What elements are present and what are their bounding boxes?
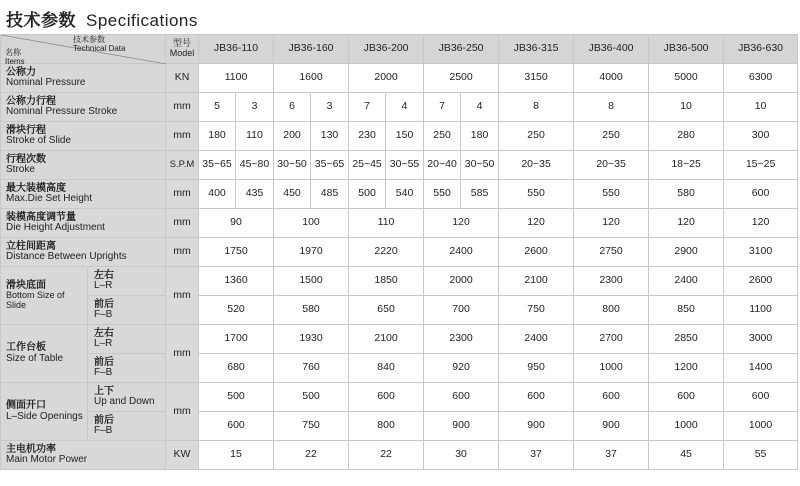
value-cell: 550 bbox=[574, 180, 649, 209]
unit-cell: mm bbox=[166, 238, 199, 267]
unit-cell: mm bbox=[166, 122, 199, 151]
value-cell: 250 bbox=[424, 122, 461, 151]
value-cell: 6 bbox=[274, 93, 311, 122]
value-cell: 20~35 bbox=[574, 151, 649, 180]
spec-table bbox=[0, 34, 798, 470]
value-cell: 580 bbox=[649, 180, 724, 209]
sub-label-zh: 前后 bbox=[94, 414, 114, 426]
sub-label bbox=[88, 296, 166, 325]
value-cell: 2100 bbox=[499, 267, 574, 296]
label-zh: 公称力 bbox=[6, 66, 36, 78]
row-die-height bbox=[1, 180, 798, 209]
label-en: Stroke bbox=[6, 164, 35, 175]
value-cell: 8 bbox=[499, 93, 574, 122]
label-en: Stroke of Slide bbox=[6, 135, 72, 146]
row-label bbox=[1, 180, 166, 209]
title-zh: 技术参数 bbox=[6, 11, 76, 31]
value-cell: 2220 bbox=[349, 238, 424, 267]
value-cell: 1100 bbox=[199, 64, 274, 93]
value-cell: 650 bbox=[349, 296, 424, 325]
value-cell: 400 bbox=[199, 180, 236, 209]
value-cell: 35~65 bbox=[199, 151, 236, 180]
value-cell: 600 bbox=[349, 383, 424, 412]
value-cell: 2300 bbox=[424, 325, 499, 354]
sub-label-en: L–R bbox=[94, 280, 113, 291]
sub-label-zh: 左右 bbox=[94, 327, 114, 339]
value-cell: 10 bbox=[724, 93, 798, 122]
value-cell: 110 bbox=[236, 122, 274, 151]
sub-label bbox=[88, 267, 166, 296]
row-uprights bbox=[1, 238, 798, 267]
value-cell: 2600 bbox=[499, 238, 574, 267]
value-cell: 850 bbox=[649, 296, 724, 325]
value-cell: 10 bbox=[649, 93, 724, 122]
value-cell: 2400 bbox=[499, 325, 574, 354]
value-cell: 680 bbox=[199, 354, 274, 383]
label-en: L–Side Openings bbox=[6, 410, 83, 422]
value-cell: 500 bbox=[274, 383, 349, 412]
value-cell: 600 bbox=[724, 180, 798, 209]
header-name-en: Items bbox=[5, 57, 25, 66]
value-cell: 600 bbox=[424, 383, 499, 412]
value-cell: 485 bbox=[311, 180, 349, 209]
sub-label-zh: 前后 bbox=[94, 298, 114, 310]
value-cell: 540 bbox=[386, 180, 424, 209]
model-header: JB36-400 bbox=[574, 35, 649, 64]
sub-label-en: F–B bbox=[94, 425, 113, 436]
model-header: JB36-200 bbox=[349, 35, 424, 64]
page-title bbox=[6, 6, 198, 31]
value-cell: 600 bbox=[499, 383, 574, 412]
value-cell: 1600 bbox=[274, 64, 349, 93]
row-nominal-stroke bbox=[1, 93, 798, 122]
row-label bbox=[1, 267, 88, 325]
sub-label bbox=[88, 325, 166, 354]
label-en: Max.Die Set Height bbox=[6, 193, 93, 204]
sub-label-zh: 前后 bbox=[94, 356, 114, 368]
value-cell: 250 bbox=[499, 122, 574, 151]
value-cell: 1000 bbox=[649, 412, 724, 441]
value-cell: 1200 bbox=[649, 354, 724, 383]
value-cell: 37 bbox=[499, 441, 574, 470]
value-cell: 2400 bbox=[424, 238, 499, 267]
value-cell: 300 bbox=[724, 122, 798, 151]
value-cell: 180 bbox=[199, 122, 236, 151]
header-corner bbox=[1, 35, 166, 64]
value-cell: 55 bbox=[724, 441, 798, 470]
value-cell: 800 bbox=[574, 296, 649, 325]
row-strokes bbox=[1, 151, 798, 180]
row-side-openings-ud bbox=[1, 383, 798, 412]
value-cell: 520 bbox=[199, 296, 274, 325]
header-model-zh: 型号 bbox=[172, 38, 191, 49]
unit-cell: mm bbox=[166, 267, 199, 325]
sub-label bbox=[88, 383, 166, 412]
value-cell: 4000 bbox=[574, 64, 649, 93]
value-cell: 2700 bbox=[574, 325, 649, 354]
value-cell: 1970 bbox=[274, 238, 349, 267]
label-en: Main Motor Power bbox=[6, 454, 88, 465]
value-cell: 550 bbox=[499, 180, 574, 209]
value-cell: 110 bbox=[349, 209, 424, 238]
label-zh: 滑块行程 bbox=[6, 124, 46, 136]
value-cell: 5000 bbox=[649, 64, 724, 93]
value-cell: 35~65 bbox=[311, 151, 349, 180]
sub-label bbox=[88, 412, 166, 441]
model-header: JB36-315 bbox=[499, 35, 574, 64]
row-table-fb bbox=[1, 354, 798, 383]
label-zh: 行程次数 bbox=[6, 153, 46, 165]
value-cell: 45 bbox=[649, 441, 724, 470]
header-name-zh: 名称 bbox=[5, 48, 21, 57]
value-cell: 500 bbox=[349, 180, 386, 209]
unit-cell: KW bbox=[166, 441, 199, 470]
label-zh: 公称力行程 bbox=[6, 95, 56, 107]
value-cell: 750 bbox=[274, 412, 349, 441]
value-cell: 280 bbox=[649, 122, 724, 151]
value-cell: 580 bbox=[274, 296, 349, 325]
value-cell: 550 bbox=[424, 180, 461, 209]
unit-cell: mm bbox=[166, 209, 199, 238]
value-cell: 3150 bbox=[499, 64, 574, 93]
value-cell: 15 bbox=[199, 441, 274, 470]
row-slide-bottom-fb bbox=[1, 296, 798, 325]
model-header: JB36-500 bbox=[649, 35, 724, 64]
model-header: JB36-160 bbox=[274, 35, 349, 64]
model-header: JB36-630 bbox=[724, 35, 798, 64]
value-cell: 1000 bbox=[724, 412, 798, 441]
value-cell: 3000 bbox=[724, 325, 798, 354]
value-cell: 1750 bbox=[199, 238, 274, 267]
value-cell: 4 bbox=[461, 93, 499, 122]
value-cell: 760 bbox=[274, 354, 349, 383]
value-cell: 1100 bbox=[724, 296, 798, 325]
row-label bbox=[1, 441, 166, 470]
row-stroke-slide bbox=[1, 122, 798, 151]
value-cell: 7 bbox=[424, 93, 461, 122]
value-cell: 2900 bbox=[649, 238, 724, 267]
value-cell: 1400 bbox=[724, 354, 798, 383]
value-cell: 3100 bbox=[724, 238, 798, 267]
value-cell: 2400 bbox=[649, 267, 724, 296]
value-cell: 1700 bbox=[199, 325, 274, 354]
value-cell: 130 bbox=[311, 122, 349, 151]
row-die-adjust bbox=[1, 209, 798, 238]
value-cell: 20~35 bbox=[499, 151, 574, 180]
label-zh: 最大装模高度 bbox=[6, 182, 66, 194]
row-label bbox=[1, 383, 88, 441]
unit-cell: mm bbox=[166, 383, 199, 441]
value-cell: 180 bbox=[461, 122, 499, 151]
value-cell: 2600 bbox=[724, 267, 798, 296]
label-zh: 装模高度调节量 bbox=[6, 211, 76, 223]
value-cell: 900 bbox=[574, 412, 649, 441]
header-tech-en: Technical Data bbox=[73, 44, 126, 53]
value-cell: 90 bbox=[199, 209, 274, 238]
value-cell: 1500 bbox=[274, 267, 349, 296]
label-zh: 侧面开口 bbox=[6, 400, 46, 411]
value-cell: 5 bbox=[199, 93, 236, 122]
value-cell: 1850 bbox=[349, 267, 424, 296]
header-tech-zh: 技术参数 bbox=[73, 35, 105, 44]
header-row bbox=[1, 35, 798, 64]
value-cell: 800 bbox=[349, 412, 424, 441]
value-cell: 2000 bbox=[424, 267, 499, 296]
header-model-en: Model bbox=[169, 48, 195, 58]
value-cell: 20~40 bbox=[424, 151, 461, 180]
label-en: Bottom Size of Slide bbox=[6, 290, 65, 310]
unit-cell: mm bbox=[166, 93, 199, 122]
value-cell: 600 bbox=[199, 412, 274, 441]
value-cell: 1930 bbox=[274, 325, 349, 354]
unit-cell: S.P.M bbox=[166, 151, 199, 180]
value-cell: 585 bbox=[461, 180, 499, 209]
value-cell: 500 bbox=[199, 383, 274, 412]
value-cell: 30~50 bbox=[461, 151, 499, 180]
value-cell: 37 bbox=[574, 441, 649, 470]
row-slide-bottom-lr bbox=[1, 267, 798, 296]
value-cell: 45~80 bbox=[236, 151, 274, 180]
value-cell: 2850 bbox=[649, 325, 724, 354]
value-cell: 120 bbox=[574, 209, 649, 238]
row-table-lr bbox=[1, 325, 798, 354]
value-cell: 700 bbox=[424, 296, 499, 325]
sub-label-zh: 左右 bbox=[94, 269, 114, 281]
value-cell: 30~55 bbox=[386, 151, 424, 180]
label-en: Die Height Adjustment bbox=[6, 222, 105, 233]
header-model bbox=[166, 35, 199, 64]
value-cell: 2300 bbox=[574, 267, 649, 296]
row-nominal-pressure bbox=[1, 64, 798, 93]
value-cell: 250 bbox=[574, 122, 649, 151]
label-zh: 立柱间距离 bbox=[6, 240, 56, 252]
value-cell: 120 bbox=[499, 209, 574, 238]
value-cell: 4 bbox=[386, 93, 424, 122]
value-cell: 30 bbox=[424, 441, 499, 470]
value-cell: 600 bbox=[649, 383, 724, 412]
value-cell: 840 bbox=[349, 354, 424, 383]
value-cell: 2750 bbox=[574, 238, 649, 267]
unit-cell: KN bbox=[166, 64, 199, 93]
value-cell: 150 bbox=[386, 122, 424, 151]
value-cell: 435 bbox=[236, 180, 274, 209]
sub-label-zh: 上下 bbox=[94, 385, 114, 397]
row-motor bbox=[1, 441, 798, 470]
value-cell: 2100 bbox=[349, 325, 424, 354]
value-cell: 3 bbox=[236, 93, 274, 122]
value-cell: 230 bbox=[349, 122, 386, 151]
value-cell: 450 bbox=[274, 180, 311, 209]
value-cell: 120 bbox=[649, 209, 724, 238]
value-cell: 600 bbox=[574, 383, 649, 412]
value-cell: 25~45 bbox=[349, 151, 386, 180]
value-cell: 22 bbox=[349, 441, 424, 470]
value-cell: 22 bbox=[274, 441, 349, 470]
sub-label-en: L–R bbox=[94, 338, 113, 349]
row-label bbox=[1, 93, 166, 122]
value-cell: 2500 bbox=[424, 64, 499, 93]
value-cell: 1360 bbox=[199, 267, 274, 296]
row-label bbox=[1, 122, 166, 151]
title-en: Specifications bbox=[86, 11, 198, 30]
value-cell: 6300 bbox=[724, 64, 798, 93]
value-cell: 900 bbox=[499, 412, 574, 441]
unit-cell: mm bbox=[166, 325, 199, 383]
value-cell: 30~50 bbox=[274, 151, 311, 180]
value-cell: 600 bbox=[724, 383, 798, 412]
value-cell: 8 bbox=[574, 93, 649, 122]
value-cell: 120 bbox=[724, 209, 798, 238]
value-cell: 18~25 bbox=[649, 151, 724, 180]
row-label bbox=[1, 151, 166, 180]
label-zh: 工作台板 bbox=[6, 342, 46, 353]
label-en: Distance Between Uprights bbox=[6, 251, 127, 262]
sub-label-en: F–B bbox=[94, 367, 113, 378]
value-cell: 100 bbox=[274, 209, 349, 238]
value-cell: 2000 bbox=[349, 64, 424, 93]
label-zh: 滑块底面 bbox=[6, 279, 46, 291]
row-label bbox=[1, 238, 166, 267]
model-header: JB36-250 bbox=[424, 35, 499, 64]
value-cell: 120 bbox=[424, 209, 499, 238]
value-cell: 15~25 bbox=[724, 151, 798, 180]
value-cell: 3 bbox=[311, 93, 349, 122]
value-cell: 900 bbox=[424, 412, 499, 441]
row-label bbox=[1, 64, 166, 93]
label-en: Nominal Pressure Stroke bbox=[6, 106, 118, 117]
value-cell: 7 bbox=[349, 93, 386, 122]
label-en: Size of Table bbox=[6, 352, 64, 364]
value-cell: 950 bbox=[499, 354, 574, 383]
sub-label-en: Up and Down bbox=[94, 396, 155, 407]
row-label bbox=[1, 209, 166, 238]
label-zh: 主电机功率 bbox=[6, 443, 56, 455]
value-cell: 1000 bbox=[574, 354, 649, 383]
model-header: JB36-110 bbox=[199, 35, 274, 64]
label-en: Nominal Pressure bbox=[6, 77, 86, 88]
unit-cell: mm bbox=[166, 180, 199, 209]
row-side-openings-fb bbox=[1, 412, 798, 441]
sub-label-en: F–B bbox=[94, 309, 113, 320]
value-cell: 920 bbox=[424, 354, 499, 383]
value-cell: 750 bbox=[499, 296, 574, 325]
sub-label bbox=[88, 354, 166, 383]
value-cell: 200 bbox=[274, 122, 311, 151]
row-label bbox=[1, 325, 88, 383]
